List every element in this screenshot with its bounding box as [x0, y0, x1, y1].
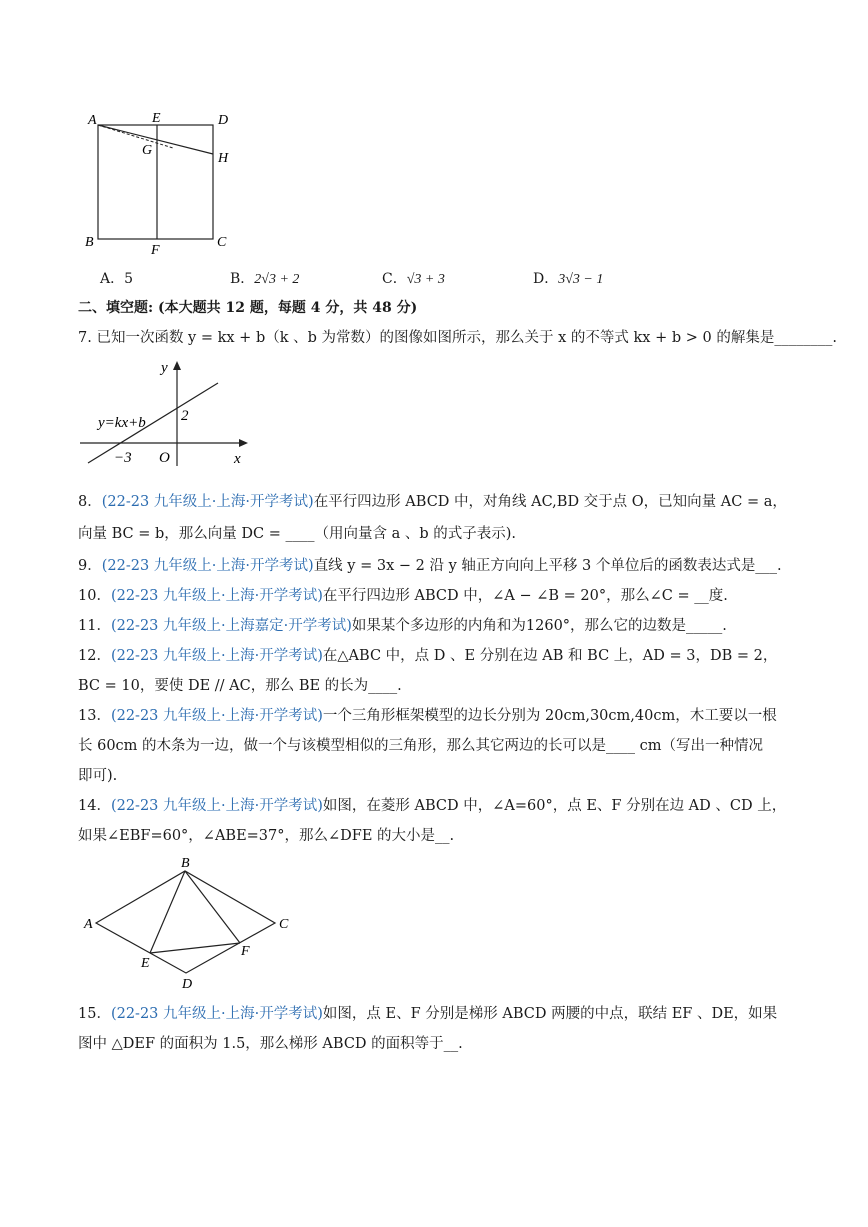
- label-D: D: [218, 113, 229, 128]
- label-D: D: [182, 977, 193, 990]
- source-tag: (22-23 九年级上·上海·开学考试): [101, 494, 314, 510]
- label-H: H: [218, 151, 229, 166]
- label-A: A: [84, 917, 93, 932]
- rhombus-figure: [80, 855, 300, 990]
- origin-label: O: [159, 450, 170, 466]
- linear-function-graph: [76, 356, 256, 468]
- question-12: 12．(22-23 九年级上·上海·开学考试)在△ABC 中，点 D 、E 分别在边 AB 和 BC 上，AD = 3，DB = 2，: [78, 648, 778, 664]
- question-8: 8．(22-23 九年级上·上海·开学考试)在平行四边形 ABCD 中，对角线 AC,BD 交于点 O，已知向量 AC = a，: [78, 494, 787, 510]
- label-F: F: [241, 944, 250, 959]
- question-13-line2: 长 60cm 的木条为一边，做一个与该模型相似的三角形，那么其它两边的长可以是____ cm（写出一种情况: [78, 738, 764, 754]
- square-figure: [80, 108, 240, 258]
- question-14-line2: 如果∠EBF=60°，∠ABE=37°，那么∠DFE 的大小是__.: [78, 828, 455, 844]
- question-8-line2: 向量 BC = b，那么向量 DC = ____（用向量含 a 、b 的式子表示).: [78, 526, 516, 542]
- label-E: E: [152, 111, 161, 126]
- x-intercept-label: −3: [114, 450, 132, 466]
- question-14: 14．(22-23 九年级上·上海·开学考试)如图，在菱形 ABCD 中，∠A=60°，点 E、F 分别在边 AD 、CD 上，: [78, 798, 787, 814]
- section-heading: 二、填空题: (本大题共 12 题，每题 4 分，共 48 分): [78, 300, 418, 316]
- question-13: 13．(22-23 九年级上·上海·开学考试)一个三角形框架模型的边长分别为 20cm,30cm,40cm，木工要以一根: [78, 708, 777, 724]
- question-13-line3: 即可).: [78, 768, 118, 784]
- y-axis-label: y: [161, 360, 168, 376]
- question-15-line2: 图中 △DEF 的面积为 1.5，那么梯形 ABCD 的面积等于__.: [78, 1036, 463, 1052]
- option-a: A．5: [100, 271, 134, 287]
- label-B: B: [181, 856, 190, 871]
- line-label: y=kx+b: [98, 415, 146, 431]
- label-G: G: [142, 143, 153, 158]
- question-7: 7. 已知一次函数 y = kx + b（k 、b 为常数）的图像如图所示，那么关于 x 的不等式 kx + b > 0 的解集是________.: [78, 330, 837, 346]
- question-9: 9．(22-23 九年级上·上海·开学考试)直线 y = 3x − 2 沿 y 轴正方向向上平移 3 个单位后的函数表达式是___.: [78, 558, 782, 574]
- option-b: B．2√3 + 2: [230, 271, 300, 287]
- label-A: A: [88, 113, 97, 128]
- label-C: C: [217, 235, 227, 250]
- option-c: C．√3 + 3: [382, 271, 445, 287]
- option-d: D．3√3 − 1: [533, 271, 604, 287]
- question-15: 15．(22-23 九年级上·上海·开学考试)如图，点 E、F 分别是梯形 ABCD 两腰的中点，联结 EF 、DE，如果: [78, 1006, 778, 1022]
- label-E: E: [141, 956, 150, 971]
- label-F: F: [151, 243, 160, 258]
- label-B: B: [85, 235, 94, 250]
- label-C: C: [279, 917, 289, 932]
- x-axis-label: x: [234, 451, 241, 467]
- question-11: 11．(22-23 九年级上·上海嘉定·开学考试)如果某个多边形的内角和为1260°，那么它的边数是_____.: [78, 618, 727, 634]
- y-intercept-label: 2: [181, 408, 189, 424]
- question-12-line2: BC = 10，要使 DE // AC，那么 BE 的长为____.: [78, 678, 402, 694]
- question-10: 10．(22-23 九年级上·上海·开学考试)在平行四边形 ABCD 中，∠A − ∠B = 20°，那么∠C = __度.: [78, 588, 728, 604]
